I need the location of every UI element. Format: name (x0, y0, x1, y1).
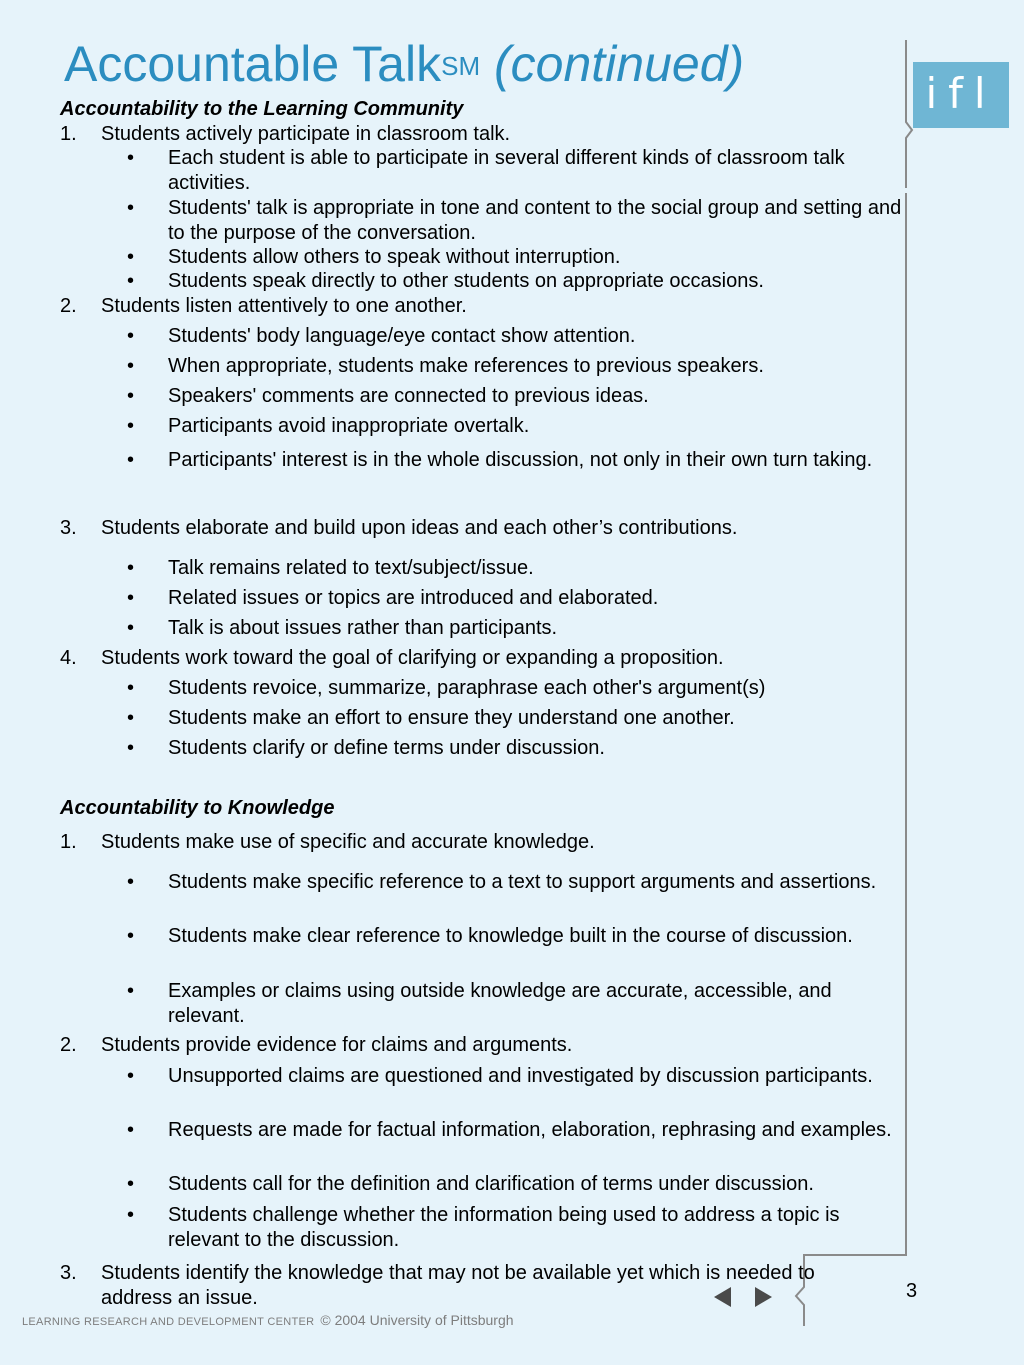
bullet-item: • Students speak directly to other students on appropriate occasions. (127, 269, 907, 294)
page-title (64, 34, 744, 94)
bullet-item: • When appropriate, students make references to previous speakers. (127, 354, 907, 379)
service-mark: SM (441, 51, 481, 81)
bullet-item: • Students allow others to speak without interruption. (127, 245, 907, 270)
numbered-item (60, 646, 724, 671)
title-main: Accountable Talk (64, 36, 442, 92)
bullet-item: • Speakers' comments are connected to previous ideas. (127, 384, 907, 409)
next-slide-button[interactable] (755, 1287, 772, 1307)
bottom-horizontal-rule (803, 1254, 907, 1256)
item-number: 2. (60, 295, 77, 317)
item-number: 1. (60, 831, 77, 853)
bullet-item: • Students' talk is appropriate in tone and content to the social group and setting and to the purpose of the conversation. (127, 196, 907, 245)
bullet-item: • Talk is about issues rather than participants. (127, 616, 907, 641)
item-number: 2. (60, 1034, 77, 1056)
bullet-item: • Talk remains related to text/subject/issue. (127, 556, 907, 581)
numbered-item (60, 1033, 572, 1058)
item-text: Students actively participate in classroom talk. (101, 123, 511, 145)
bullet-item: • Students challenge whether the information being used to address a topic is relevant to the discussion. (127, 1203, 907, 1252)
bullet-item: • Students' body language/eye contact show attention. (127, 324, 907, 349)
section-heading-community: Accountability to the Learning Community (60, 98, 464, 120)
item-text: Students make use of specific and accurate knowledge. (101, 831, 595, 853)
numbered-item (60, 830, 595, 855)
ifl-logo: ifl (913, 62, 1009, 128)
title-continued: (continued) (494, 36, 745, 92)
item-number: 3. (60, 1262, 77, 1284)
bullet-item: • Students make specific reference to a text to support arguments and assertions. (127, 870, 907, 895)
bullet-item: • Students revoice, summarize, paraphrase each other's argument(s) (127, 676, 907, 701)
footer (22, 1312, 514, 1330)
footer-copyright: © 2004 University of Pittsburgh (320, 1312, 514, 1328)
numbered-item (60, 122, 510, 147)
item-number: 1. (60, 123, 77, 145)
bullet-item: • Unsupported claims are questioned and investigated by discussion participants. (127, 1064, 907, 1089)
item-number: 3. (60, 517, 77, 539)
bullet-item: • Participants' interest is in the whole discussion, not only in their own turn taking. (127, 448, 907, 473)
item-number: 4. (60, 647, 77, 669)
bullet-item: • Students make an effort to ensure they understand one another. (127, 706, 907, 731)
item-text: Students elaborate and build upon ideas and each other’s contributions. (101, 517, 738, 539)
bullet-item: • Requests are made for factual information, elaboration, rephrasing and examples. (127, 1118, 907, 1143)
item-text: Students provide evidence for claims and arguments. (101, 1034, 573, 1056)
bullet-item: • Examples or claims using outside knowledge are accurate, accessible, and relevant. (127, 979, 907, 1028)
item-text: Students work toward the goal of clarifying or expanding a proposition. (101, 647, 724, 669)
bullet-item: • Participants avoid inappropriate overtalk. (127, 414, 907, 439)
item-text: Students listen attentively to one another. (101, 295, 467, 317)
page-number: 3 (906, 1280, 918, 1302)
bullet-item: • Each student is able to participate in several different kinds of classroom talk activities. (127, 146, 907, 195)
bullet-item: • Students clarify or define terms under discussion. (127, 736, 907, 761)
section-heading-knowledge: Accountability to Knowledge (60, 797, 335, 819)
numbered-item (60, 516, 737, 541)
footer-organization: LEARNING RESEARCH AND DEVELOPMENT CENTER (22, 1316, 315, 1328)
bullet-item: • Related issues or topics are introduced and elaborated. (127, 586, 907, 611)
bullet-item: • Students make clear reference to knowledge built in the course of discussion. (127, 924, 907, 949)
previous-slide-button[interactable] (714, 1287, 731, 1307)
item-text: Students identify the knowledge that may not be available yet which is needed to address an issue. (101, 1262, 815, 1309)
bullet-item: • Students call for the definition and clarification of terms under discussion. (127, 1172, 907, 1197)
numbered-item (60, 294, 467, 319)
